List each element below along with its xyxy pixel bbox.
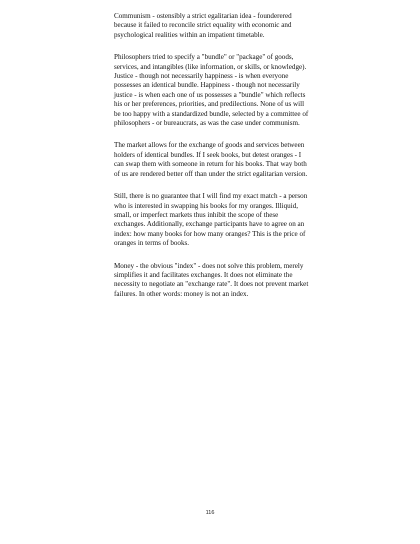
body-text-column	[114, 12, 310, 312]
paragraph-exact-match: Still, there is no guarantee that I will find my exact match - a person who is interested in swapping his books for my oranges. Illiquid, small, or imperfect markets thus inhibit the scope of these exchanges. Additionally, exchange participants have to agree on an index: how many books for how many oranges? This is the price of oranges in terms of books.	[114, 192, 308, 248]
paragraph-philosophers-bundle: Philosophers tried to specify a "bundle" or "package" of goods, services, and intangibles (like information, or skills, or knowledge). Justice - though not necessarily happiness - is when everyone possesses an identical bundle. Happiness - though not necessarily justice - is when each one of us possesses a "bundle" which reflects his or her preferences, priorities, and predilections. None of us will be too happy with a standardized bundle, selected by a committee of philosophers - or bureaucrats, as was the case under communism.	[114, 53, 309, 128]
paragraph-communism: Communism - ostensibly a strict egalitarian idea - founderered because it failed to reconcile strict equality with economic and psychological realities within an impatient timetable.	[114, 12, 292, 39]
page-number: 116	[205, 510, 215, 516]
paragraph-market-exchange: The market allows for the exchange of goods and services between holders of identical bundles. If I seek books, but detest oranges - I can swap them with someone in return for his books. That way both of us are rendered better off than under the strict egalitarian version.	[114, 141, 308, 178]
paragraph-money-index: Money - the obvious "index" - does not solve this problem, merely simplifies it and facilitates exchanges. It does not eliminate the necessity to negotiate an "exchange rate". It does not prevent market failures. In other words: money is not an index.	[114, 261, 309, 298]
